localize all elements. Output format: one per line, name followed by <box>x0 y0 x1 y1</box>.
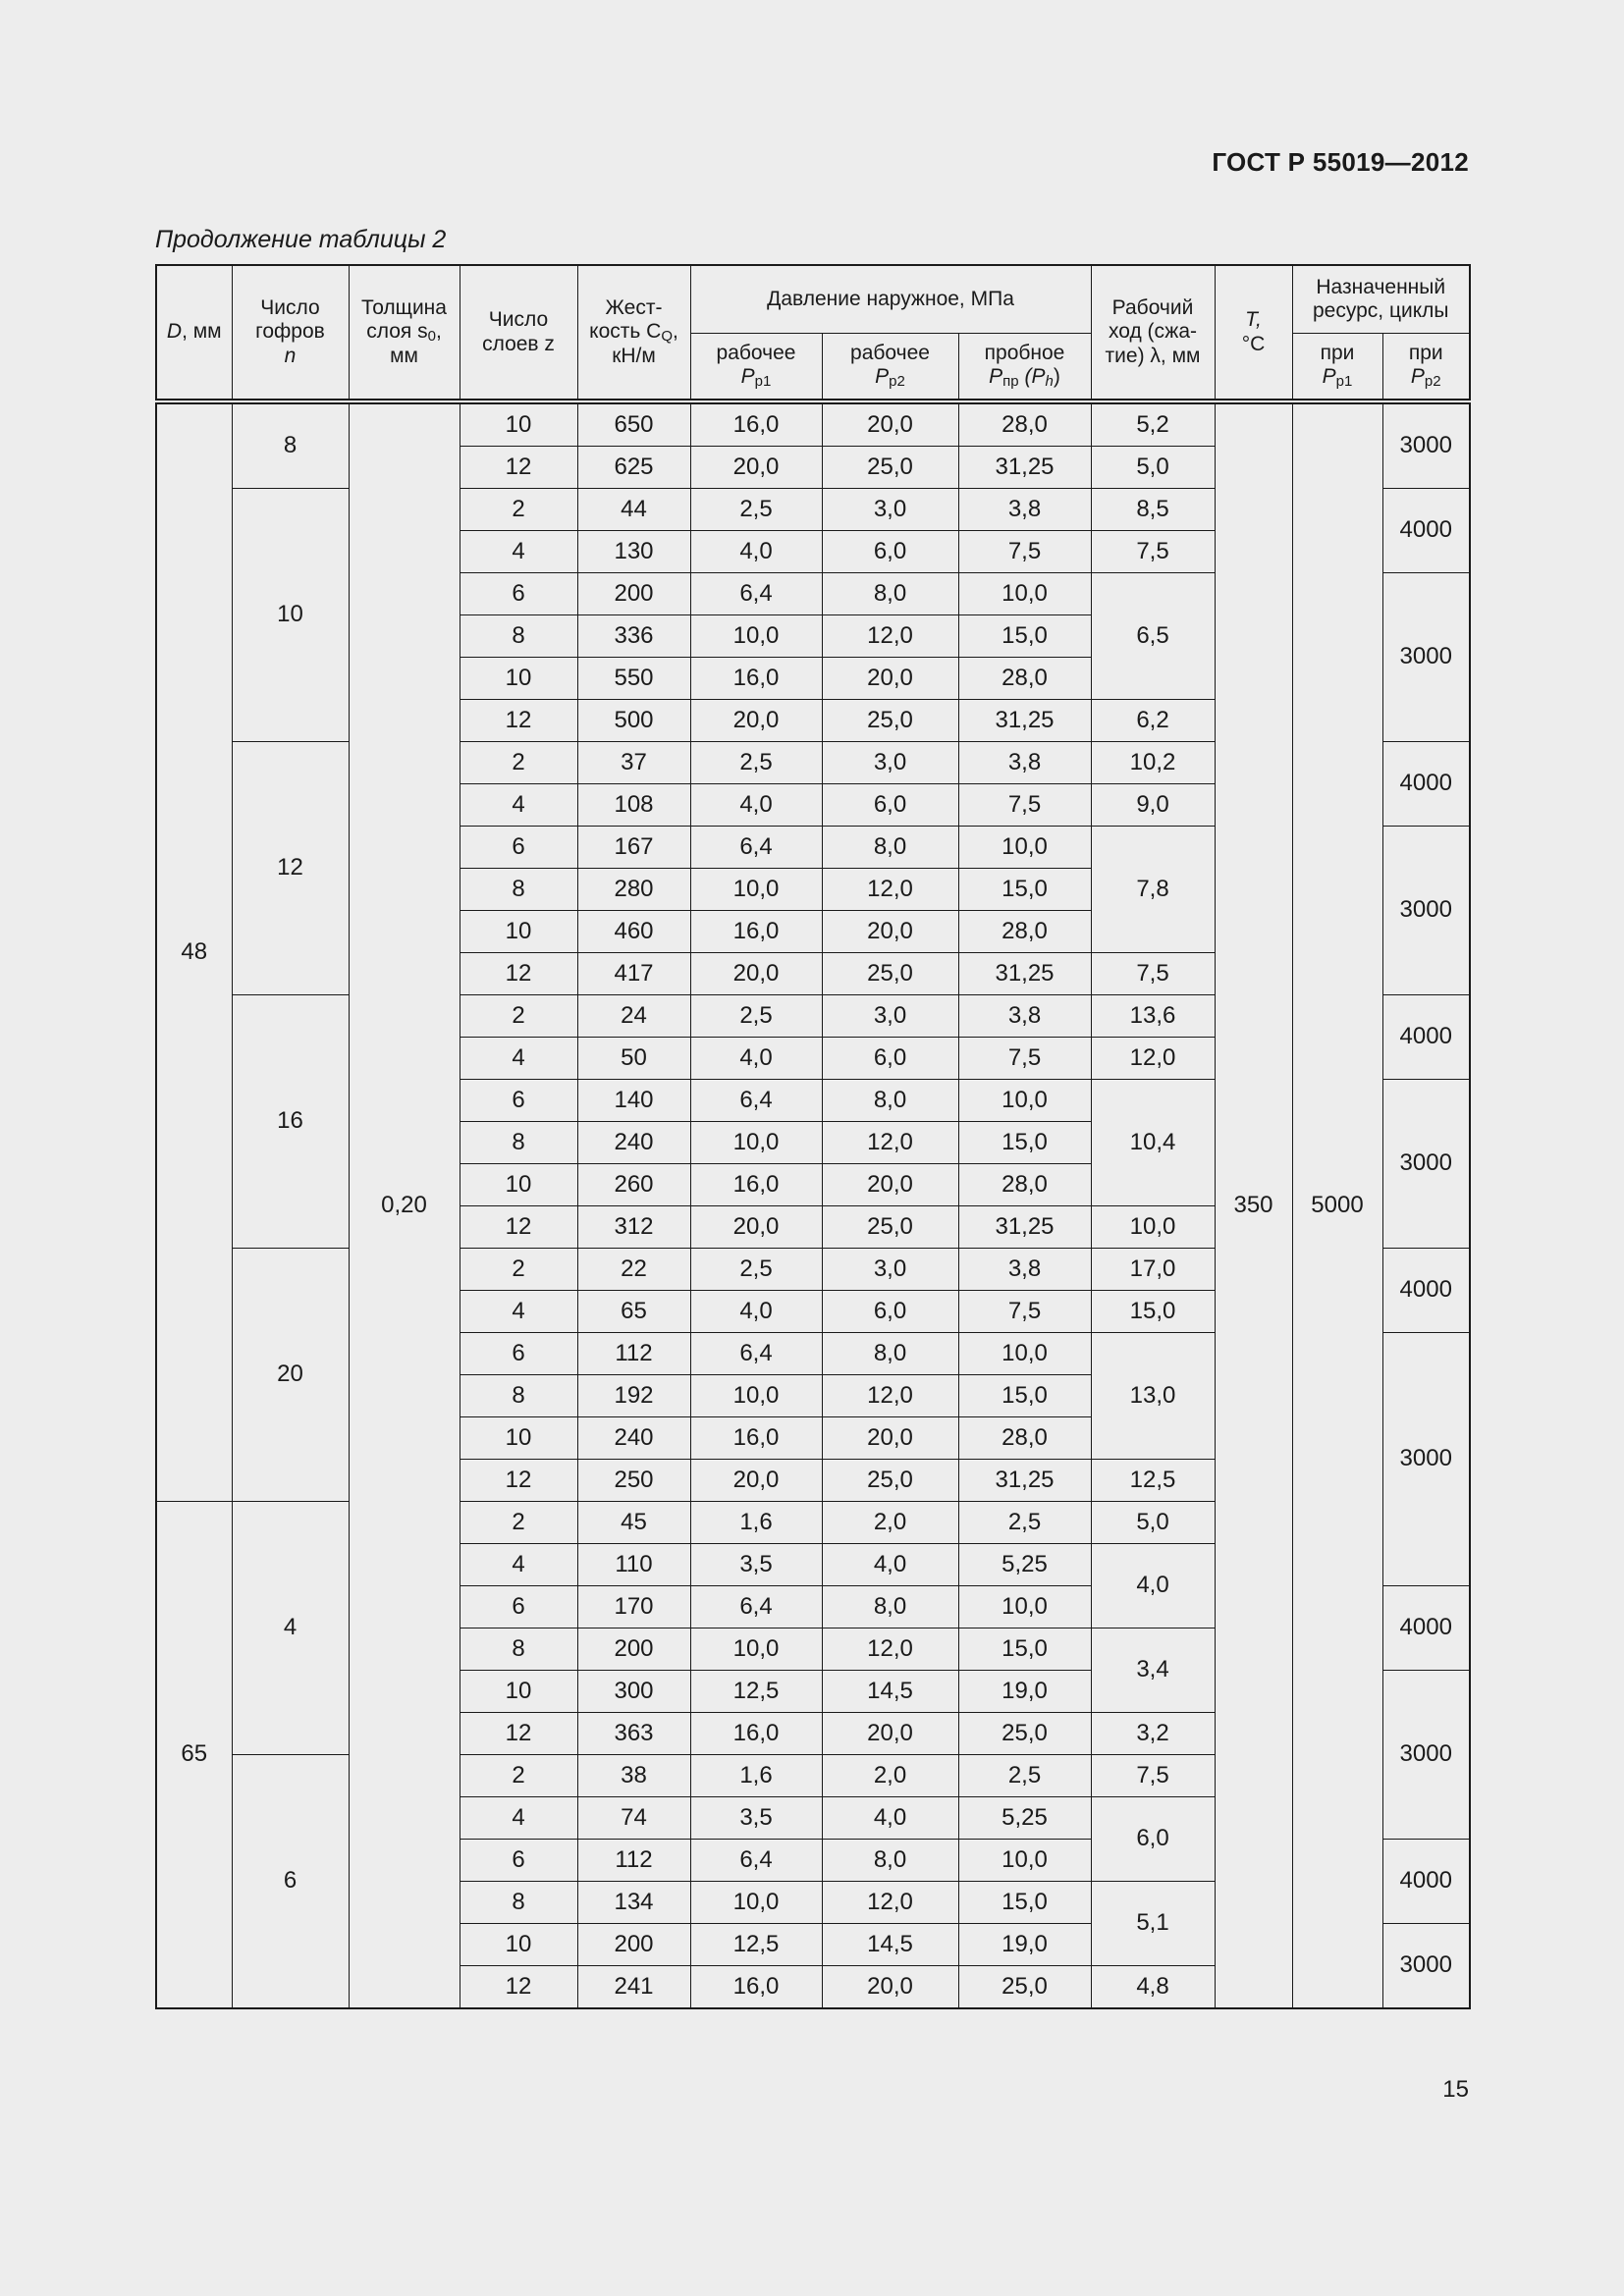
pressure-p1-cell: 10,0 <box>690 1122 822 1164</box>
stiffness-cell: 134 <box>577 1882 690 1924</box>
pressure-p1-cell: 20,0 <box>690 953 822 995</box>
pressure-p2-cell: 20,0 <box>822 658 958 700</box>
pressure-p2-cell: 3,0 <box>822 995 958 1038</box>
pressure-p2-cell: 25,0 <box>822 700 958 742</box>
page-number: 15 <box>1442 2076 1469 2103</box>
pressure-p2-cell: 6,0 <box>822 1291 958 1333</box>
layers-cell: 8 <box>460 1122 577 1164</box>
pressure-test-cell: 31,25 <box>958 700 1091 742</box>
stiffness-cell: 625 <box>577 447 690 489</box>
header-pressure-p2: рабочее $P_{р2}$ <box>822 334 958 402</box>
resource-p2-cell: 4000 <box>1382 489 1470 573</box>
resource-p2-cell: 4000 <box>1382 1249 1470 1333</box>
pressure-p2-cell: 12,0 <box>822 869 958 911</box>
stiffness-cell: 167 <box>577 827 690 869</box>
stiffness-cell: 312 <box>577 1206 690 1249</box>
layers-cell: 4 <box>460 784 577 827</box>
working-stroke-cell: 13,6 <box>1091 995 1215 1038</box>
layers-cell: 2 <box>460 995 577 1038</box>
pressure-p2-cell: 25,0 <box>822 953 958 995</box>
table-body <box>156 401 1470 2008</box>
pressure-test-cell: 7,5 <box>958 531 1091 573</box>
working-stroke-cell: 10,4 <box>1091 1080 1215 1206</box>
layers-cell: 4 <box>460 1291 577 1333</box>
pressure-p1-cell: 2,5 <box>690 742 822 784</box>
pressure-p2-cell: 8,0 <box>822 1080 958 1122</box>
resource-p2-cell: 4000 <box>1382 1840 1470 1924</box>
resource-p1-cell: 5000 <box>1292 401 1382 2008</box>
pressure-test-cell: 31,25 <box>958 447 1091 489</box>
pressure-test-cell: 15,0 <box>958 1629 1091 1671</box>
specification-table <box>155 264 1471 2009</box>
working-stroke-cell: 12,0 <box>1091 1038 1215 1080</box>
pressure-p1-cell: 10,0 <box>690 1629 822 1671</box>
pressure-p1-cell: 4,0 <box>690 1038 822 1080</box>
pressure-test-cell: 31,25 <box>958 1206 1091 1249</box>
pressure-p1-cell: 4,0 <box>690 531 822 573</box>
pressure-test-cell: 15,0 <box>958 869 1091 911</box>
pressure-p1-cell: 2,5 <box>690 995 822 1038</box>
layers-cell: 12 <box>460 700 577 742</box>
pressure-test-cell: 2,5 <box>958 1502 1091 1544</box>
stiffness-cell: 22 <box>577 1249 690 1291</box>
stiffness-cell: 650 <box>577 401 690 447</box>
pressure-p1-cell: 3,5 <box>690 1797 822 1840</box>
header-layers: Число слоев z <box>460 265 577 401</box>
pressure-p2-cell: 6,0 <box>822 784 958 827</box>
stiffness-cell: 37 <box>577 742 690 784</box>
pressure-p2-cell: 8,0 <box>822 1840 958 1882</box>
pressure-p1-cell: 6,4 <box>690 1586 822 1629</box>
pressure-p1-cell: 6,4 <box>690 827 822 869</box>
pressure-test-cell: 10,0 <box>958 1586 1091 1629</box>
layers-cell: 2 <box>460 1755 577 1797</box>
resource-p2-cell: 4000 <box>1382 742 1470 827</box>
pressure-p1-cell: 16,0 <box>690 1966 822 2009</box>
working-stroke-cell: 10,0 <box>1091 1206 1215 1249</box>
pressure-p1-cell: 20,0 <box>690 447 822 489</box>
pressure-test-cell: 3,8 <box>958 995 1091 1038</box>
pressure-test-cell: 28,0 <box>958 401 1091 447</box>
pressure-test-cell: 19,0 <box>958 1671 1091 1713</box>
pressure-test-cell: 7,5 <box>958 784 1091 827</box>
pressure-p1-cell: 12,5 <box>690 1924 822 1966</box>
pressure-p1-cell: 6,4 <box>690 573 822 615</box>
pressure-p2-cell: 2,0 <box>822 1502 958 1544</box>
layers-cell: 12 <box>460 953 577 995</box>
pressure-test-cell: 10,0 <box>958 827 1091 869</box>
header-resource-p2: при $P_{р2}$ <box>1382 334 1470 402</box>
pressure-test-cell: 28,0 <box>958 658 1091 700</box>
stiffness-cell: 44 <box>577 489 690 531</box>
stiffness-cell: 140 <box>577 1080 690 1122</box>
pressure-test-cell: 25,0 <box>958 1966 1091 2009</box>
pressure-p2-cell: 8,0 <box>822 827 958 869</box>
pressure-test-cell: 7,5 <box>958 1038 1091 1080</box>
pressure-p1-cell: 16,0 <box>690 1713 822 1755</box>
pressure-test-cell: 10,0 <box>958 1080 1091 1122</box>
pressure-p1-cell: 2,5 <box>690 1249 822 1291</box>
pressure-test-cell: 10,0 <box>958 573 1091 615</box>
layers-cell: 6 <box>460 827 577 869</box>
pressure-test-cell: 31,25 <box>958 953 1091 995</box>
corrugations-cell: 10 <box>232 489 349 742</box>
resource-p2-cell: 3000 <box>1382 401 1470 489</box>
stiffness-cell: 50 <box>577 1038 690 1080</box>
corrugations-cell: 6 <box>232 1755 349 2009</box>
layers-cell: 10 <box>460 658 577 700</box>
stiffness-cell: 240 <box>577 1417 690 1460</box>
resource-p2-cell: 3000 <box>1382 1080 1470 1249</box>
stiffness-cell: 250 <box>577 1460 690 1502</box>
pressure-p2-cell: 6,0 <box>822 531 958 573</box>
layers-cell: 12 <box>460 1206 577 1249</box>
stiffness-cell: 108 <box>577 784 690 827</box>
layers-cell: 6 <box>460 1840 577 1882</box>
pressure-p2-cell: 25,0 <box>822 1206 958 1249</box>
working-stroke-cell: 7,8 <box>1091 827 1215 953</box>
pressure-p1-cell: 10,0 <box>690 615 822 658</box>
pressure-p2-cell: 4,0 <box>822 1797 958 1840</box>
working-stroke-cell: 7,5 <box>1091 1755 1215 1797</box>
layers-cell: 12 <box>460 1966 577 2009</box>
header-resource-p1: при $P_{р1}$ <box>1292 334 1382 402</box>
header-corrugations: Число гофров n <box>232 265 349 401</box>
layers-cell: 10 <box>460 1417 577 1460</box>
layers-cell: 6 <box>460 573 577 615</box>
pressure-p2-cell: 12,0 <box>822 1629 958 1671</box>
pressure-test-cell: 15,0 <box>958 615 1091 658</box>
stiffness-cell: 24 <box>577 995 690 1038</box>
pressure-test-cell: 3,8 <box>958 1249 1091 1291</box>
stiffness-cell: 241 <box>577 1966 690 2009</box>
pressure-p2-cell: 20,0 <box>822 1164 958 1206</box>
stiffness-cell: 363 <box>577 1713 690 1755</box>
pressure-p2-cell: 8,0 <box>822 1586 958 1629</box>
pressure-p1-cell: 6,4 <box>690 1080 822 1122</box>
corrugations-cell: 8 <box>232 401 349 489</box>
layers-cell: 12 <box>460 1713 577 1755</box>
pressure-p1-cell: 16,0 <box>690 1164 822 1206</box>
pressure-p2-cell: 8,0 <box>822 573 958 615</box>
layers-cell: 2 <box>460 742 577 784</box>
pressure-p1-cell: 4,0 <box>690 784 822 827</box>
layers-cell: 10 <box>460 911 577 953</box>
stiffness-cell: 110 <box>577 1544 690 1586</box>
pressure-test-cell: 28,0 <box>958 911 1091 953</box>
working-stroke-cell: 4,8 <box>1091 1966 1215 2009</box>
stiffness-cell: 74 <box>577 1797 690 1840</box>
pressure-p1-cell: 10,0 <box>690 869 822 911</box>
pressure-p2-cell: 3,0 <box>822 742 958 784</box>
document-id: ГОСТ Р 55019—2012 <box>1212 147 1469 177</box>
stiffness-cell: 500 <box>577 700 690 742</box>
working-stroke-cell: 8,5 <box>1091 489 1215 531</box>
pressure-test-cell: 15,0 <box>958 1375 1091 1417</box>
temperature-cell: 350 <box>1215 401 1292 2008</box>
corrugations-cell: 20 <box>232 1249 349 1502</box>
working-stroke-cell: 6,2 <box>1091 700 1215 742</box>
stiffness-cell: 192 <box>577 1375 690 1417</box>
pressure-test-cell: 5,25 <box>958 1544 1091 1586</box>
stiffness-cell: 417 <box>577 953 690 995</box>
pressure-p1-cell: 6,4 <box>690 1840 822 1882</box>
pressure-p1-cell: 16,0 <box>690 658 822 700</box>
working-stroke-cell: 10,2 <box>1091 742 1215 784</box>
working-stroke-cell: 17,0 <box>1091 1249 1215 1291</box>
pressure-p1-cell: 6,4 <box>690 1333 822 1375</box>
layers-cell: 10 <box>460 1671 577 1713</box>
stiffness-cell: 38 <box>577 1755 690 1797</box>
pressure-p1-cell: 20,0 <box>690 700 822 742</box>
pressure-p1-cell: 2,5 <box>690 489 822 531</box>
pressure-p2-cell: 4,0 <box>822 1544 958 1586</box>
stiffness-cell: 65 <box>577 1291 690 1333</box>
header-stiffness: Жест- кость $C_Q$, кН/м <box>577 265 690 401</box>
resource-p2-cell: 3000 <box>1382 1924 1470 2009</box>
layers-cell: 2 <box>460 1249 577 1291</box>
stiffness-cell: 130 <box>577 531 690 573</box>
pressure-p2-cell: 6,0 <box>822 1038 958 1080</box>
header-diameter: D, мм <box>156 265 232 401</box>
pressure-p2-cell: 12,0 <box>822 1122 958 1164</box>
pressure-test-cell: 28,0 <box>958 1417 1091 1460</box>
layers-cell: 8 <box>460 1629 577 1671</box>
working-stroke-cell: 5,0 <box>1091 447 1215 489</box>
pressure-test-cell: 3,8 <box>958 742 1091 784</box>
pressure-p2-cell: 2,0 <box>822 1755 958 1797</box>
pressure-test-cell: 10,0 <box>958 1333 1091 1375</box>
table-row <box>156 401 1470 447</box>
layers-cell: 4 <box>460 1544 577 1586</box>
pressure-p2-cell: 3,0 <box>822 489 958 531</box>
working-stroke-cell: 12,5 <box>1091 1460 1215 1502</box>
working-stroke-cell: 13,0 <box>1091 1333 1215 1460</box>
resource-p2-cell: 3000 <box>1382 1333 1470 1586</box>
resource-p2-cell: 3000 <box>1382 573 1470 742</box>
working-stroke-cell: 5,1 <box>1091 1882 1215 1966</box>
layers-cell: 6 <box>460 1333 577 1375</box>
working-stroke-cell: 5,0 <box>1091 1502 1215 1544</box>
pressure-test-cell: 31,25 <box>958 1460 1091 1502</box>
pressure-p2-cell: 8,0 <box>822 1333 958 1375</box>
stiffness-cell: 170 <box>577 1586 690 1629</box>
pressure-p1-cell: 4,0 <box>690 1291 822 1333</box>
stiffness-cell: 200 <box>577 573 690 615</box>
layers-cell: 4 <box>460 1038 577 1080</box>
stiffness-cell: 112 <box>577 1840 690 1882</box>
header-temperature: T, °C <box>1215 265 1292 401</box>
resource-p2-cell: 3000 <box>1382 827 1470 995</box>
pressure-test-cell: 25,0 <box>958 1713 1091 1755</box>
working-stroke-cell: 6,0 <box>1091 1797 1215 1882</box>
header-working-stroke: Рабочий ход (сжа- тие) λ, мм <box>1091 265 1215 401</box>
pressure-p2-cell: 3,0 <box>822 1249 958 1291</box>
pressure-test-cell: 19,0 <box>958 1924 1091 1966</box>
pressure-test-cell: 5,25 <box>958 1797 1091 1840</box>
pressure-p2-cell: 20,0 <box>822 401 958 447</box>
header-pressure-p1: рабочее $P_{р1}$ <box>690 334 822 402</box>
pressure-p1-cell: 20,0 <box>690 1206 822 1249</box>
header-external-pressure: Давление наружное, МПа <box>690 265 1091 334</box>
stiffness-cell: 280 <box>577 869 690 911</box>
layers-cell: 2 <box>460 1502 577 1544</box>
pressure-p2-cell: 25,0 <box>822 447 958 489</box>
stiffness-cell: 240 <box>577 1122 690 1164</box>
pressure-p1-cell: 3,5 <box>690 1544 822 1586</box>
layers-cell: 8 <box>460 1375 577 1417</box>
layers-cell: 6 <box>460 1080 577 1122</box>
corrugations-cell: 12 <box>232 742 349 995</box>
pressure-p1-cell: 16,0 <box>690 401 822 447</box>
pressure-p2-cell: 20,0 <box>822 1966 958 2009</box>
stiffness-cell: 260 <box>577 1164 690 1206</box>
working-stroke-cell: 6,5 <box>1091 573 1215 700</box>
pressure-test-cell: 2,5 <box>958 1755 1091 1797</box>
layers-cell: 10 <box>460 1924 577 1966</box>
layer-thickness-cell: 0,20 <box>349 401 460 2008</box>
layers-cell: 8 <box>460 615 577 658</box>
working-stroke-cell: 5,2 <box>1091 401 1215 447</box>
pressure-p2-cell: 25,0 <box>822 1460 958 1502</box>
layers-cell: 8 <box>460 869 577 911</box>
pressure-p1-cell: 20,0 <box>690 1460 822 1502</box>
diameter-cell: 48 <box>156 401 232 1502</box>
pressure-p1-cell: 1,6 <box>690 1755 822 1797</box>
resource-p2-cell: 3000 <box>1382 1671 1470 1840</box>
corrugations-cell: 16 <box>232 995 349 1249</box>
pressure-p1-cell: 1,6 <box>690 1502 822 1544</box>
corrugations-cell: 4 <box>232 1502 349 1755</box>
header-pressure-test: пробное $P_{пр}$ $(P_h)$ <box>958 334 1091 402</box>
layers-cell: 4 <box>460 1797 577 1840</box>
stiffness-cell: 336 <box>577 615 690 658</box>
pressure-test-cell: 15,0 <box>958 1122 1091 1164</box>
pressure-test-cell: 15,0 <box>958 1882 1091 1924</box>
pressure-test-cell: 10,0 <box>958 1840 1091 1882</box>
header-resource: Назначенный ресурс, циклы <box>1292 265 1470 334</box>
stiffness-cell: 112 <box>577 1333 690 1375</box>
layers-cell: 10 <box>460 1164 577 1206</box>
pressure-test-cell: 7,5 <box>958 1291 1091 1333</box>
stiffness-cell: 200 <box>577 1629 690 1671</box>
stiffness-cell: 200 <box>577 1924 690 1966</box>
pressure-p2-cell: 14,5 <box>822 1671 958 1713</box>
working-stroke-cell: 3,4 <box>1091 1629 1215 1713</box>
stiffness-cell: 300 <box>577 1671 690 1713</box>
working-stroke-cell: 7,5 <box>1091 953 1215 995</box>
layers-cell: 8 <box>460 1882 577 1924</box>
layers-cell: 12 <box>460 1460 577 1502</box>
layers-cell: 4 <box>460 531 577 573</box>
working-stroke-cell: 3,2 <box>1091 1713 1215 1755</box>
pressure-p2-cell: 20,0 <box>822 1417 958 1460</box>
pressure-p2-cell: 20,0 <box>822 1713 958 1755</box>
stiffness-cell: 550 <box>577 658 690 700</box>
working-stroke-cell: 15,0 <box>1091 1291 1215 1333</box>
pressure-p1-cell: 16,0 <box>690 1417 822 1460</box>
working-stroke-cell: 7,5 <box>1091 531 1215 573</box>
working-stroke-cell: 9,0 <box>1091 784 1215 827</box>
pressure-p2-cell: 14,5 <box>822 1924 958 1966</box>
working-stroke-cell: 4,0 <box>1091 1544 1215 1629</box>
pressure-p1-cell: 16,0 <box>690 911 822 953</box>
layers-cell: 10 <box>460 401 577 447</box>
resource-p2-cell: 4000 <box>1382 1586 1470 1671</box>
pressure-p2-cell: 12,0 <box>822 1882 958 1924</box>
pressure-p1-cell: 12,5 <box>690 1671 822 1713</box>
pressure-test-cell: 28,0 <box>958 1164 1091 1206</box>
pressure-p2-cell: 12,0 <box>822 615 958 658</box>
header-layer-thickness: Толщина слоя $s_0$, мм <box>349 265 460 401</box>
diameter-cell: 65 <box>156 1502 232 2009</box>
stiffness-cell: 460 <box>577 911 690 953</box>
pressure-p2-cell: 20,0 <box>822 911 958 953</box>
pressure-p2-cell: 12,0 <box>822 1375 958 1417</box>
table-caption: Продолжение таблицы 2 <box>155 226 447 253</box>
layers-cell: 12 <box>460 447 577 489</box>
resource-p2-cell: 4000 <box>1382 995 1470 1080</box>
pressure-test-cell: 3,8 <box>958 489 1091 531</box>
pressure-p1-cell: 10,0 <box>690 1375 822 1417</box>
layers-cell: 6 <box>460 1586 577 1629</box>
stiffness-cell: 45 <box>577 1502 690 1544</box>
pressure-p1-cell: 10,0 <box>690 1882 822 1924</box>
layers-cell: 2 <box>460 489 577 531</box>
